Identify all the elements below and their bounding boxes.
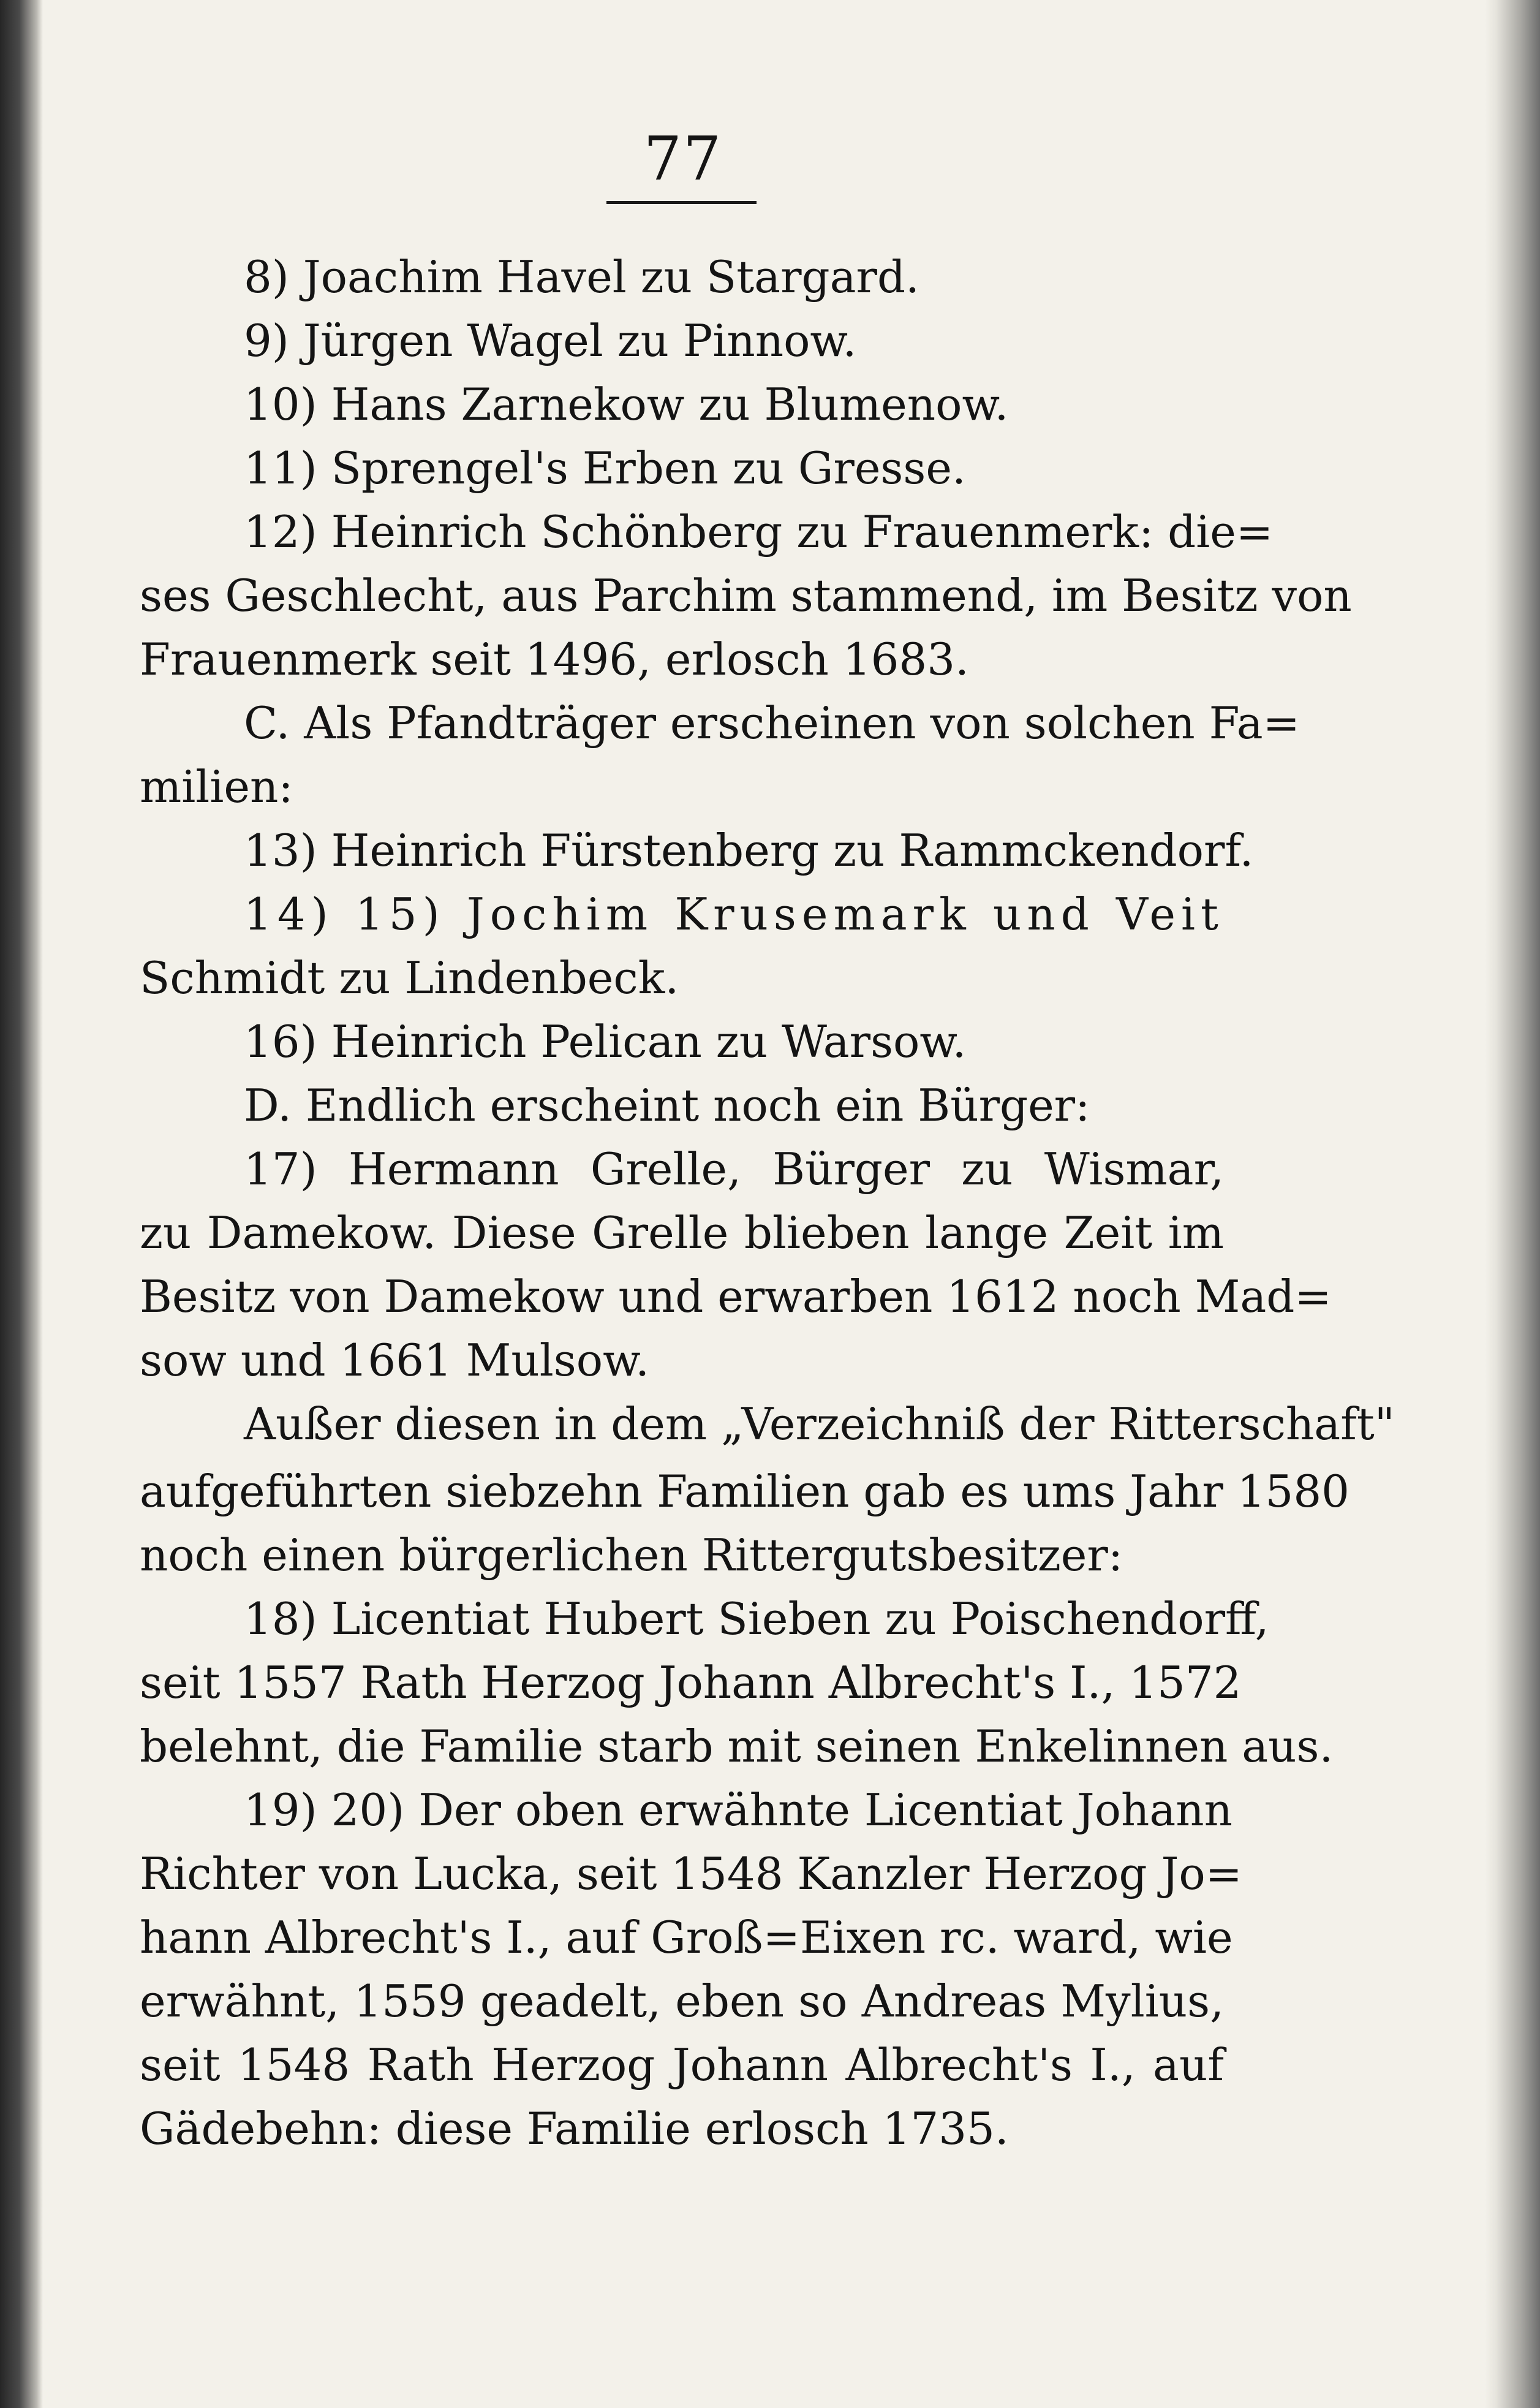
text-line: Richter von Lucka, seit 1548 Kanzler Herzog Jo=	[140, 1848, 1242, 1899]
text-line: hann Albrecht's I., auf Groß=Eixen rc. ward, wie	[140, 1912, 1233, 1963]
text-line: erwähnt, 1559 geadelt, eben so Andreas Mylius,	[140, 1975, 1224, 2027]
text-line: 14) 15) Jochim Krusemark und Veit	[244, 888, 1224, 940]
scan-edge-right	[1485, 0, 1540, 2408]
text-line: Außer diesen in dem „Verzeichniß der Ritterschaft"	[244, 1398, 1395, 1450]
text-line: seit 1557 Rath Herzog Johann Albrecht's I., 1572	[140, 1657, 1242, 1708]
text-line: belehnt, die Familie starb mit seinen Enkelinnen aus.	[140, 1721, 1334, 1772]
scan-edge-left	[0, 0, 43, 2408]
page-number: 77	[643, 124, 723, 194]
text-line: 12) Heinrich Schönberg zu Frauenmerk: die=	[244, 506, 1274, 558]
text-line: aufgeführten siebzehn Familien gab es ums Jahr 1580	[140, 1466, 1349, 1517]
text-line: 18) Licentiat Hubert Sieben zu Poischendorff,	[244, 1593, 1269, 1645]
text-line: 11) Sprengel's Erben zu Gresse.	[244, 442, 966, 494]
body-text	[140, 245, 1395, 2160]
text-line: Gädebehn: diese Familie erlosch 1735.	[140, 2103, 1009, 2154]
text-line: noch einen bürgerlichen Rittergutsbesitzer:	[140, 1529, 1123, 1581]
text-line: Schmidt zu Lindenbeck.	[140, 952, 679, 1004]
text-line: Frauenmerk seit 1496, erlosch 1683.	[140, 634, 969, 685]
text-line: D. Endlich erscheint noch ein Bürger:	[244, 1080, 1090, 1131]
text-line: 13) Heinrich Fürstenberg zu Rammckendorf.	[244, 825, 1254, 876]
text-line: 16) Heinrich Pelican zu Warsow.	[244, 1016, 967, 1067]
text-line: 9) Jürgen Wagel zu Pinnow.	[244, 315, 857, 366]
text-line: Besitz von Damekow und erwarben 1612 noch Mad=	[140, 1271, 1332, 1322]
text-line: 17) Hermann Grelle, Bürger zu Wismar,	[244, 1143, 1224, 1195]
text-line: milien:	[140, 761, 293, 812]
text-line: seit 1548 Rath Herzog Johann Albrecht's I., auf	[140, 2039, 1224, 2091]
text-line: sow und 1661 Mulsow.	[140, 1335, 650, 1386]
text-line: C. Als Pfandträger erscheinen von solchen Fa=	[244, 697, 1300, 749]
text-line: ses Geschlecht, aus Parchim stammend, im Besitz von	[140, 570, 1352, 621]
page-number-rule	[606, 201, 757, 204]
text-line: 10) Hans Zarnekow zu Blumenow.	[244, 379, 1009, 430]
text-line: zu Damekow. Diese Grelle blieben lange Zeit im	[140, 1207, 1224, 1259]
text-line: 8) Joachim Havel zu Stargard.	[244, 251, 919, 303]
text-line: 19) 20) Der oben erwähnte Licentiat Johann	[244, 1784, 1232, 1836]
